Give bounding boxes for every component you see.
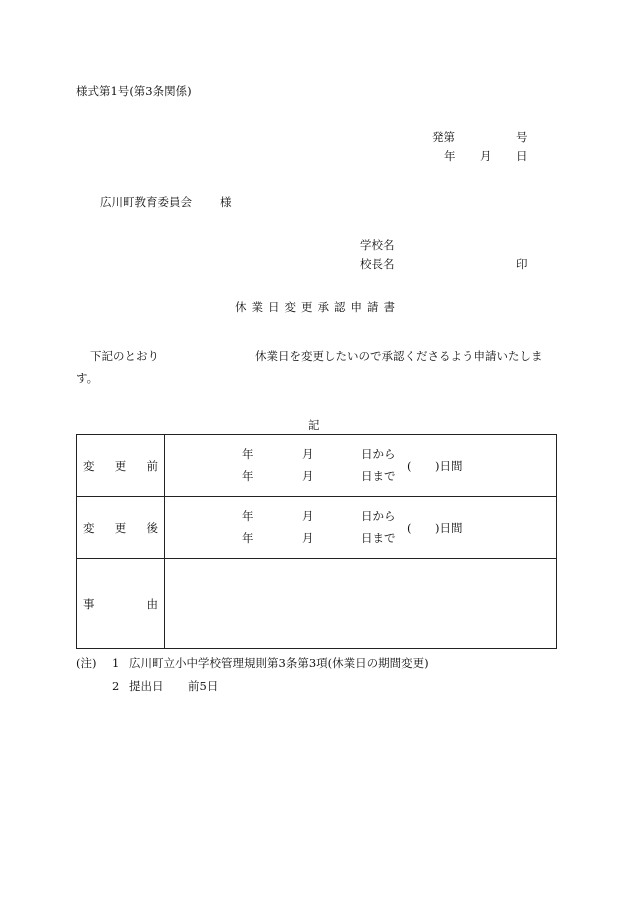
school-name-label: 学校名 <box>360 238 395 252</box>
note-2-text-b: 前5日 <box>188 679 219 693</box>
table-row-before <box>77 435 557 497</box>
to-month: 月 <box>302 531 314 545</box>
to-year: 年 <box>242 531 254 545</box>
label-after <box>77 497 165 559</box>
days-paren-open: ( <box>407 459 412 473</box>
from-year: 年 <box>242 509 254 523</box>
label-char: 更 <box>114 458 127 473</box>
label-before <box>77 435 165 497</box>
addressee-name: 広川町教育委員会 <box>100 195 192 209</box>
table-row-reason <box>77 559 557 649</box>
label-char: 由 <box>146 596 158 611</box>
body-line1-end: 休業日を変更したいので承認くださるよう申請いたしま <box>255 349 543 363</box>
issue-date-month: 月 <box>480 149 492 163</box>
label-char: 変 <box>83 520 95 535</box>
label-reason <box>77 559 165 649</box>
to-year: 年 <box>242 469 254 483</box>
form-number: 様式第1号(第3条関係) <box>76 84 192 98</box>
body-line2: す。 <box>76 371 99 385</box>
from-year: 年 <box>242 447 254 461</box>
note-2-text-a: 提出日 <box>129 679 164 693</box>
label-char: 事 <box>83 596 95 611</box>
ki-heading: 記 <box>308 418 320 432</box>
note-1-text: 広川町立小中学校管理規則第3条第3項(休業日の期間変更) <box>129 656 429 670</box>
from-day: 日から <box>361 509 396 523</box>
to-day: 日まで <box>361 469 396 483</box>
from-day: 日から <box>361 447 396 461</box>
issue-number-prefix: 発第 <box>432 130 455 144</box>
days-paren-close: )日間 <box>435 459 463 473</box>
notes-prefix: (注) <box>76 656 97 670</box>
issue-number-suffix: 号 <box>516 130 528 144</box>
note-1-number: 1 <box>112 656 120 670</box>
issue-date-year: 年 <box>444 149 456 163</box>
seal-mark: 印 <box>516 257 528 271</box>
period-before-cell <box>165 435 557 497</box>
document-title: 休業日変更承認申請書 <box>235 300 400 314</box>
label-char: 変 <box>83 458 95 473</box>
addressee-honorific: 様 <box>220 195 232 209</box>
note-2-number: 2 <box>112 679 120 693</box>
from-month: 月 <box>302 509 314 523</box>
application-table <box>76 434 557 649</box>
days-paren-open: ( <box>407 521 412 535</box>
label-char: 前 <box>146 458 158 473</box>
body-line1-start: 下記のとおり <box>90 349 159 363</box>
reason-cell <box>165 559 557 649</box>
period-after-cell <box>165 497 557 559</box>
principal-name-label: 校長名 <box>360 257 395 271</box>
issue-date-day: 日 <box>516 149 528 163</box>
to-month: 月 <box>302 469 314 483</box>
days-paren-close: )日間 <box>435 521 463 535</box>
label-char: 後 <box>146 520 158 535</box>
to-day: 日まで <box>361 531 396 545</box>
table-row-after <box>77 497 557 559</box>
from-month: 月 <box>302 447 314 461</box>
label-char: 更 <box>114 520 127 535</box>
